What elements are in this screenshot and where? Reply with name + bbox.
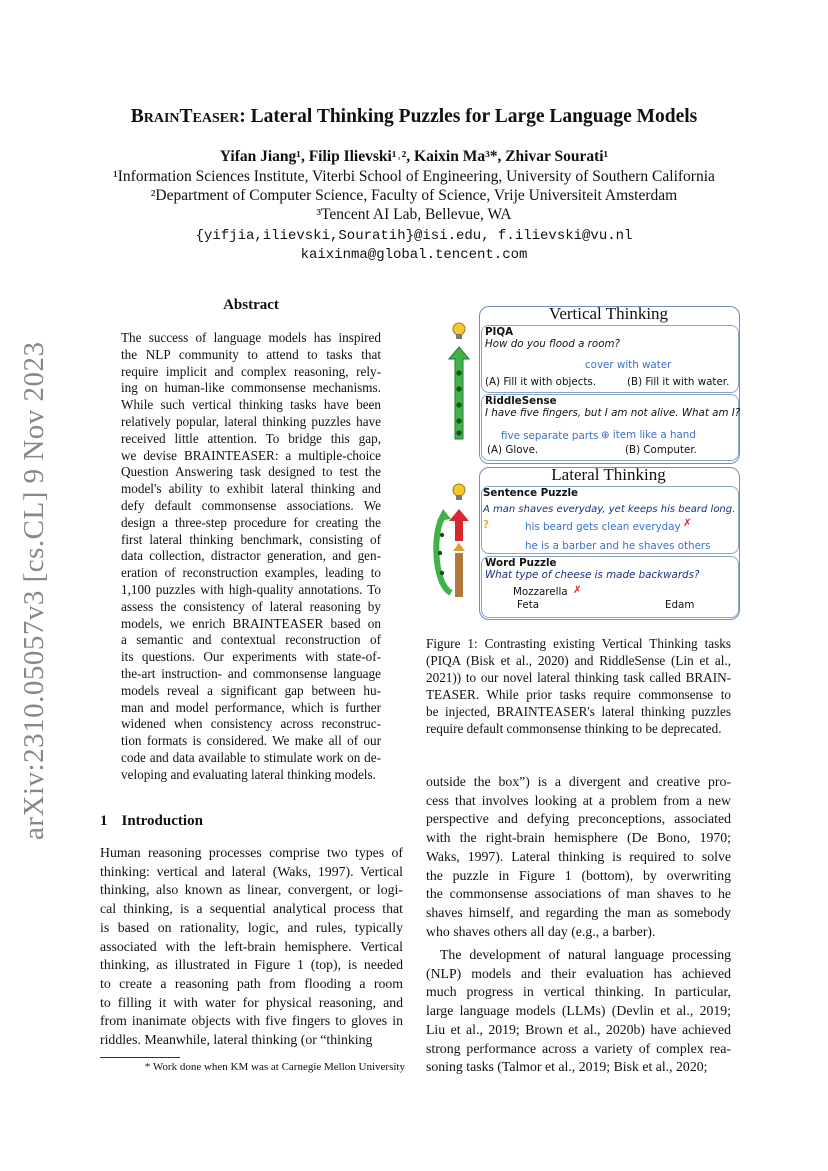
piqa-option-a: (A) Fill it with objects. [485, 376, 597, 388]
text-line: shaves himself, and regarding the man as somebody [426, 904, 731, 920]
text-line: received little attention. To bridge this gap, [121, 430, 381, 446]
text-line: from inanimate objects with five fingers to gloves in [100, 1013, 403, 1029]
text-line: widened when consistency across reconstruc- [121, 716, 381, 732]
lateral-arrow-icon [436, 509, 469, 597]
text-line: is based on rationality, logic, and rules, typically [100, 919, 403, 935]
text-line: Liu et al., 2019; Brown et al., 2020b) have achieved [426, 1021, 731, 1037]
text-line: its questions. Our experiments with state-of- [121, 649, 381, 665]
section-number: 1 [100, 813, 108, 829]
abstract-body [121, 330, 381, 784]
email-line-1: {yifjia,ilievski,Souratih}@isi.edu, f.ilievski@vu.nl [195, 228, 633, 244]
text-line: defy default commonsense associations. We [121, 497, 381, 513]
riddlesense-option-a: (A) Glove. [487, 444, 539, 456]
text-line: ing on human-like commonsense mechanisms. [121, 380, 381, 396]
text-line: to filling it with water for physical reasoning, and [100, 994, 403, 1010]
word-puzzle-question: What type of cheese is made backwards? [485, 569, 700, 581]
affiliation-1: ¹Information Sciences Institute, Viterbi School of Engineering, University of Southern California [113, 168, 715, 185]
question-mark-icon: ? [483, 519, 489, 531]
text-line: who shaves others all day (e.g., a barber). [426, 923, 656, 939]
piqa-option-b: (B) Fill it with water. [627, 376, 730, 388]
text-line: design a three-step procedure for creating the [121, 514, 381, 530]
figure-caption [426, 636, 731, 737]
text-line: the-art instruction- and commonsense language [121, 665, 381, 681]
text-line: models, we enrich BRAINTEASER based on [121, 615, 381, 631]
footnote: * Work done when KM was at Carnegie Mellon University [144, 1061, 405, 1073]
text-line: large language models (LLMs) (Devlin et al., 2019; [426, 1003, 731, 1019]
text-line: tion formats is considered. We make all of our [121, 733, 381, 749]
text-line: man and model performance, which is further [121, 699, 381, 715]
footnote-rule [100, 1057, 180, 1058]
text-line: require implicit and complex reasoning, rely- [121, 363, 381, 379]
title-brainteaser: BrainTeaser [130, 106, 240, 127]
figure-1 [425, 303, 741, 621]
text-line: (PIQA (Bisk et al., 2020) and RiddleSense (Lin et al., [426, 652, 731, 668]
text-line: TEASER. While prior tasks require commonsense to [426, 686, 731, 702]
text-line: cess that involves looking at a problem from a new [426, 792, 731, 808]
email-line-2: kaixinma@global.tencent.com [300, 247, 528, 263]
text-line: Waks, 1997). Lateral thinking is required to solve [426, 848, 731, 864]
riddlesense-hint-b: ⊕ item like a hand [601, 429, 696, 441]
affiliation-2: ²Department of Computer Science, Faculty of Science, Vrije Universiteit Amsterdam [150, 187, 678, 204]
text-line: the commonsense associations of man shaves to he [426, 886, 731, 902]
word-option-a2: Feta [517, 599, 540, 611]
text-line: Human reasoning processes comprise two types of [100, 845, 403, 860]
sentence-hint-a: his beard gets clean everyday [525, 521, 681, 533]
text-line: Figure 1: Contrasting existing Vertical Thinking tasks [426, 636, 731, 651]
vertical-thinking-title: Vertical Thinking [548, 304, 669, 323]
vertical-arrow-icon [449, 347, 469, 439]
text-line: 2021)) to our novel lateral thinking task called BRAIN- [426, 669, 731, 685]
word-option-b: Edam [665, 599, 695, 611]
text-line: outside the box”) is a divergent and creative pro- [426, 774, 731, 789]
affiliation-3: ³Tencent AI Lab, Bellevue, WA [316, 206, 512, 223]
riddlesense-hint-b-text: item like a hand [612, 429, 696, 441]
right-column-para-2 [426, 946, 731, 1077]
riddlesense-option-b: (B) Computer. [625, 444, 697, 456]
text-line: strong performance across a variety of complex rea- [426, 1040, 731, 1056]
sentence-puzzle-label: Sentence Puzzle [483, 487, 579, 499]
text-line: models reveal a significant gap between hu- [121, 682, 381, 698]
text-line: much progress in vertical thinking. In particular, [426, 984, 731, 1000]
title-rest: : Lateral Thinking Puzzles for Large Language Models [239, 106, 698, 127]
bulb-icon-bottom [453, 484, 465, 500]
intro-body [100, 844, 403, 1050]
piqa-label: PIQA [485, 326, 514, 338]
riddlesense-label: RiddleSense [485, 395, 557, 407]
riddlesense-question: I have five fingers, but I am not alive. What am I? [485, 407, 741, 419]
arxiv-identifier: arXiv:2310.05057v3 [cs.CL] 9 Nov 2023 [18, 341, 50, 840]
text-line: the puzzle in Figure 1 (bottom), by overwriting [426, 867, 731, 883]
piqa-question: How do you flood a room? [485, 338, 621, 350]
text-line: cal thinking, is a sequential analytical process that [100, 901, 403, 917]
text-line: first lateral thinking benchmark, consisting of [121, 531, 381, 547]
text-line: assess the consistency of lateral reasoning by [121, 598, 381, 614]
word-puzzle-label: Word Puzzle [485, 557, 557, 569]
authors: Yifan Jiang¹, Filip Ilievski¹˒², Kaixin Ma³*, Zhivar Sourati¹ [219, 148, 609, 165]
section-heading [100, 813, 203, 830]
cross-icon-2: ✗ [573, 584, 582, 596]
text-line: While such vertical thinking tasks have been [121, 397, 381, 413]
text-line: associated with the left-brain hemisphere. Vertical [100, 938, 403, 954]
text-line: soning tasks (Talmor et al., 2019; Bisk et al., 2020; [426, 1059, 708, 1075]
paper-title [0, 106, 828, 128]
text-line: thinking: vertical and lateral (Waks, 1997). Vertical [100, 863, 403, 879]
text-line: (NLP) models and their evaluation has achieved [426, 965, 731, 981]
text-line: thinking, as illustrated in Figure 1 (top), is needed [100, 957, 403, 973]
section-title: Introduction [121, 813, 203, 829]
text-line: thinking, also known as linear, convergent, or logi- [100, 882, 403, 898]
text-line: The development of natural language processing [440, 947, 731, 962]
text-line: the NLP community to attend to tasks that [121, 346, 381, 362]
lateral-thinking-title: Lateral Thinking [551, 465, 666, 484]
text-line: The success of language models has inspired [121, 330, 381, 345]
riddlesense-hint-a: five separate parts [501, 430, 599, 442]
text-line: veloping and evaluating lateral thinking models. [121, 766, 376, 782]
text-line: model's ability to exhibit lateral thinking and [121, 481, 381, 497]
text-line: with the right-brain hemisphere (De Bono, 1970; [426, 830, 731, 846]
sentence-hint-b: he is a barber and he shaves others [525, 540, 711, 552]
right-column-para-1 [426, 773, 731, 941]
text-line: perspective and defying preconceptions, associated [426, 811, 731, 827]
text-line: require default commonsense thinking to be deprecated. [426, 720, 722, 736]
word-option-a: Mozzarella [513, 586, 568, 598]
abstract-heading: Abstract [223, 297, 279, 313]
text-line: relatively popular, lateral thinking puzzles have [121, 413, 381, 429]
text-line: code and data available to stimulate work on de- [121, 749, 381, 765]
text-line: eration of reconstruction examples, leading to [121, 565, 381, 581]
sentence-puzzle-question: A man shaves everyday, yet keeps his beard long. [483, 504, 736, 515]
text-line: be injected, BRAINTEASER's lateral thinking puzzles [426, 703, 731, 719]
piqa-hint: cover with water [585, 359, 672, 371]
text-line: a semantic and contextual reconstruction of [121, 632, 381, 648]
cross-icon-1: ✗ [683, 517, 692, 529]
bulb-icon-top [453, 323, 465, 339]
text-line: data collection, distractor generation, and gen- [121, 548, 381, 564]
text-line: riddles. Meanwhile, lateral thinking (or “thinking [100, 1032, 373, 1048]
text-line: we devise BRAINTEASER: a multiple-choice [121, 447, 381, 463]
text-line: 1,100 puzzles with high-quality annotations. To [121, 581, 381, 597]
text-line: to create a reasoning path from flooding a room [100, 975, 403, 991]
text-line: Question Answering task designed to test the [121, 464, 381, 480]
